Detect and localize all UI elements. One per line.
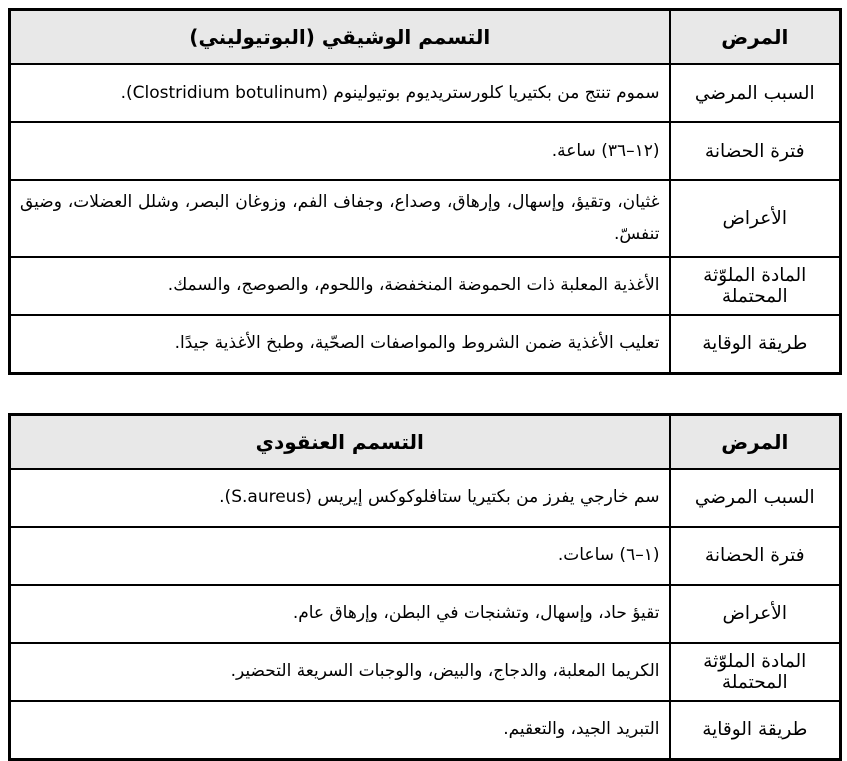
content-contaminated-material: الكريما المعلبة، والدجاج، والبيض، والوجبات السريعة التحضير. [10, 643, 670, 701]
document-page [8, 8, 839, 761]
table-row [10, 701, 841, 760]
table-row [10, 257, 841, 315]
staph-table [8, 413, 842, 761]
table-row [10, 64, 841, 122]
content-symptoms: تقيؤ حاد، وإسهال، وتشنجات في البطن، وإرهاق عام. [10, 585, 670, 643]
table-title: التسمم الوشيقي (البوتيوليني) [10, 10, 670, 65]
column-header-disease: المرض [670, 10, 841, 65]
content-prevention: تعليب الأغذية ضمن الشروط والمواصفات الصحّية، وطبخ الأغذية جيدًا. [10, 315, 670, 374]
table-row [10, 585, 841, 643]
label-prevention: طريقة الوقاية [670, 315, 841, 374]
table-row [10, 315, 841, 374]
content-cause: سم خارجي يفرز من بكتيريا ستافلوكوكس إيريس (S.aureus). [10, 469, 670, 527]
label-contaminated-material: المادة الملوّثة المحتملة [670, 257, 841, 315]
table-row [10, 527, 841, 585]
content-prevention: التبريد الجيد، والتعقيم. [10, 701, 670, 760]
label-cause: السبب المرضي [670, 469, 841, 527]
label-contaminated-material: المادة الملوّثة المحتملة [670, 643, 841, 701]
table-row [10, 180, 841, 257]
table-title: التسمم العنقودي [10, 414, 670, 469]
label-symptoms: الأعراض [670, 585, 841, 643]
table-row [10, 122, 841, 180]
label-prevention: طريقة الوقاية [670, 701, 841, 760]
table-row [10, 469, 841, 527]
label-symptoms: الأعراض [670, 180, 841, 257]
content-incubation: (١–٦) ساعات. [10, 527, 670, 585]
content-contaminated-material: الأغذية المعلبة ذات الحموضة المنخفضة، واللحوم، والصوصج، والسمك. [10, 257, 670, 315]
content-cause: سموم تنتج من بكتيريا كلورستريديوم بوتيولينوم (Clostridium botulinum). [10, 64, 670, 122]
botulism-table [8, 8, 842, 375]
content-symptoms: غثيان، وتقيؤ، وإسهال، وإرهاق، وصداع، وجفاف الفم، وزوغان البصر، وشلل العضلات، وضيق تنفسّ. [10, 180, 670, 257]
label-incubation: فترة الحضانة [670, 527, 841, 585]
table-header-row [10, 10, 841, 65]
table-header-row [10, 414, 841, 469]
label-cause: السبب المرضي [670, 64, 841, 122]
table-row [10, 643, 841, 701]
column-header-disease: المرض [670, 414, 841, 469]
content-incubation: (١٢–٣٦) ساعة. [10, 122, 670, 180]
label-incubation: فترة الحضانة [670, 122, 841, 180]
